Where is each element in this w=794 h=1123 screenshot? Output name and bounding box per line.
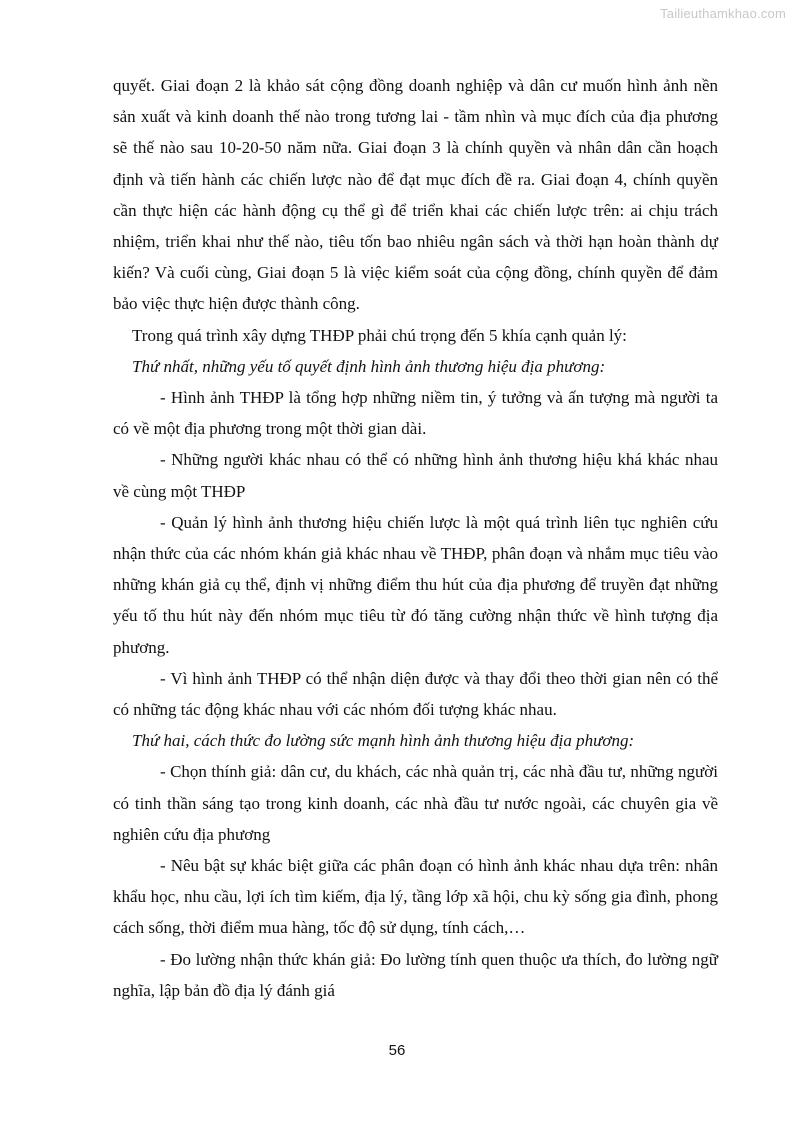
bullet-item: - Quản lý hình ảnh thương hiệu chiến lược là một quá trình liên tục nghiên cứu nhận thức của các nhóm khán giả khác nhau về THĐP, phân đoạn và nhắm mục tiêu vào những khán giả cụ thể, định vị những điểm thu hút của địa phương để truyền đạt những yếu tố thu hút này đến nhóm mục tiêu từ đó tăng cường nhận thức về hình tượng địa phương. — [113, 512, 718, 657]
bullet-item: - Nêu bật sự khác biệt giữa các phân đoạn có hình ảnh khác nhau dựa trên: nhân khẩu học, nhu cầu, lợi ích tìm kiếm, địa lý, tầng lớp xã hội, chu kỳ sống gia đình, phong cách sống, thời điểm mua hàng, tốc độ sử dụng, tính cách,… — [113, 856, 718, 938]
paragraph-stages: quyết. Giai đoạn 2 là khảo sát cộng đồng doanh nghiệp và dân cư muốn hình ảnh nền sản xuất và kinh doanh thế nào trong tương lai - tầm nhìn và mục đích của địa phương sẽ thế nào sau 10-20-50 năm nữa. Giai đoạn 3 là chính quyền và nhân dân cần hoạch định và tiến hành các chiến lược nào để đạt mục đích đề ra. Giai đoạn 4, chính quyền cần thực hiện các hành động cụ thể gì để triển khai các chiến lược trên: ai chịu trách nhiệm, triển khai như thế nào, tiêu tốn bao nhiêu ngân sách và thời hạn hoàn thành dự kiến? Và cuối cùng, Giai đoạn 5 là việc kiểm soát của cộng đồng, chính quyền để đảm bảo việc thực hiện được thành công. — [113, 76, 718, 314]
bullet-item: - Những người khác nhau có thể có những hình ảnh thương hiệu khá khác nhau về cùng một THĐP — [113, 450, 718, 501]
document-body — [113, 70, 718, 1006]
heading-first-aspect: Thứ nhất, những yếu tố quyết định hình ảnh thương hiệu địa phương: — [132, 356, 606, 376]
watermark: Tailieuthamkhao.com — [660, 6, 786, 21]
heading-second-aspect: Thứ hai, cách thức đo lường sức mạnh hình ảnh thương hiệu địa phương: — [132, 731, 635, 751]
bullet-item: - Đo lường nhận thức khán giả: Đo lường tính quen thuộc ưa thích, đo lường ngữ nghĩa, lập bản đồ địa lý đánh giá — [113, 949, 718, 1000]
page-number: 56 — [388, 1042, 406, 1059]
bullet-item: - Hình ảnh THĐP là tổng hợp những niềm tin, ý tưởng và ấn tượng mà người ta có về một địa phương trong một thời gian dài. — [113, 388, 718, 439]
paragraph-management-aspects: Trong quá trình xây dựng THĐP phải chú trọng đến 5 khía cạnh quản lý: — [132, 325, 627, 345]
bullet-item: - Chọn thính giả: dân cư, du khách, các nhà quản trị, các nhà đầu tư, những người có tinh thần sáng tạo trong kinh doanh, các nhà đầu tư nước ngoài, các chuyên gia về nghiên cứu địa phương — [113, 762, 718, 844]
bullet-item: - Vì hình ảnh THĐP có thể nhận diện được và thay đổi theo thời gian nên có thể có những tác động khác nhau với các nhóm đối tượng khác nhau. — [113, 668, 718, 720]
